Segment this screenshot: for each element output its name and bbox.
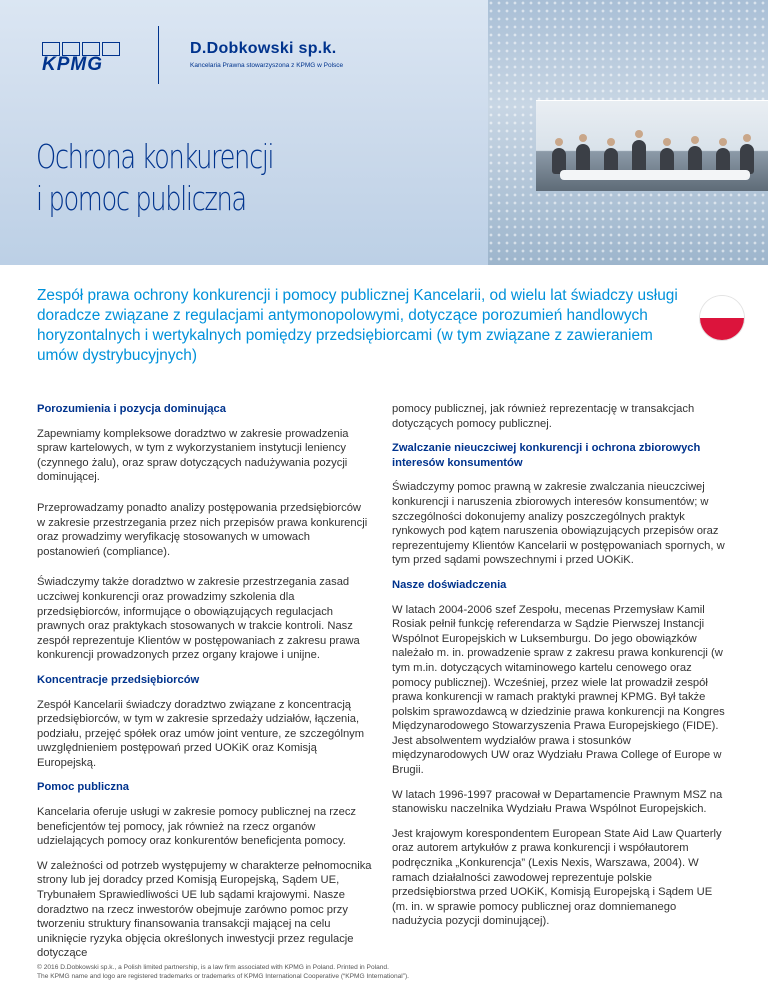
section-heading-state-aid: Pomoc publiczna [37, 781, 129, 794]
paragraph: W latach 2004-2006 szef Zespołu, mecenas Przemysław Kamil Rosiak pełnił funkcję referendarza w Sądzie Pierwszej Instancji Wspólnot Europejskich w Luksemburgu. Do jego obowiązków należało m. in. prowadzenie spraw z zakresu prawa konkurencji (w tym m.in. dotyczących witaminowego kartelu cenowego oraz pomocy publicznej). Wcześniej, przez wiele lat prowadził zespół prawa konkurencji w ramach praktyki prawnej KPMG. Był także polskim sprawozdawcą w dziedzinie prawa konkurencji na Kongres Międzynarodowego Stowarzyszenia Prawa Europejskiego (FIDE). Jest absolwentem wydziałów prawa i stosunków międzynarodowych UW oraz Wydziału Prawa College of Europe w Brugii. [392, 603, 725, 777]
page-title [36, 136, 273, 220]
footer-legal [37, 964, 409, 981]
page-title-line-1: Ochrona konkurencji [36, 137, 274, 176]
paragraph: Świadczymy pomoc prawną w zakresie zwalczania nieuczciwej konkurencji i naruszenia zbiorowych interesów konsumentów; w szczególności dokonujemy analizy poszczególnych praktyk rynkowych pod kątem naruszenia obowiązujących przepisów oraz reprezentujemy Klientów Kancelarii w postępowaniach spornych, w tym przed sądami powszechnymi i przed UOKiK. [392, 481, 725, 567]
footer-line-1: © 2016 D.Dobkowski sp.k., a Polish limited partnership, is a law firm associated with KPMG in Poland. Printed in Poland. [37, 964, 389, 971]
meeting-people-image [548, 130, 758, 174]
paragraph: Zapewniamy kompleksowe doradztwo w zakresie prowadzenia spraw kartelowych, w tym z wykorzystaniem instytucji leniency (czynnego żalu), oraz spraw dotyczących nadużywania pozycji dominującej. [37, 427, 349, 484]
paragraph: Przeprowadzamy ponadto analizy postępowania przedsiębiorców w zakresie przestrzegania przez nich przepisów prawa konkurencji oraz prowadzimy weryfikację stosowanych w umowach postanowień (compliance). [37, 501, 368, 558]
firm-subtitle: Kancelaria Prawna stowarzyszona z KPMG w Polsce [190, 62, 344, 69]
lead-paragraph: Zespół prawa ochrony konkurencji i pomocy publicznej Kancelarii, od wielu lat świadczy usługi doradcze związane z regulacjami antymonopolowymi, dotyczące porozumień handlowych horyzontalnych i wertykalnych pomiędzy przedsiębiorcami (w tym związane z zawieraniem umów dystrybucyjnych) [37, 287, 678, 364]
paragraph: W latach 1996-1997 pracował w Departamencie Prawnym MSZ na stanowisku naczelnika Wydziału Prawa Wspólnot Europejskich. [392, 788, 723, 816]
page-title-line-2: i pomoc publiczna [36, 179, 246, 218]
paragraph: Kancelaria oferuje usługi w zakresie pomocy publicznej na rzecz beneficjentów tej pomocy, jak również na rzecz organów udzielających pomocy oraz konkurentów beneficjenta pomocy. [37, 806, 357, 848]
section-heading-experience: Nasze doświadczenia [392, 578, 507, 591]
kpmg-logo-text: KPMG [42, 54, 103, 75]
section-heading-agreements: Porozumienia i pozycja dominująca [37, 403, 226, 415]
paragraph: Zespół Kancelarii świadczy doradztwo związane z koncentracją przedsiębiorców, w tym w zakresie sprzedaży udziałów, łączenia, podziału, przejęć spółek oraz umów joint venture, ze szczególnym uwzględnieniem postępowań przed UOKiK oraz Komisją Europejską. [37, 698, 365, 769]
right-column [392, 402, 727, 939]
footer-line-2: The KPMG name and logo are registered trademarks or trademarks of KPMG International Cooperative (“KPMG International”). [37, 972, 409, 980]
paragraph: Jest krajowym korespondentem European State Aid Law Quarterly oraz autorem artykułów z prawa konkurencji i współautorem podręcznika „Konkurencja” (Lexis Nexis, Warszawa, 2004). W ramach działalności zawodowej reprezentuje polskie przedsiębiorstwa przed UOKiK, Komisją Europejską i Sądem UE (m. in. w sprawie pomocy publicznej oraz domniemanego nadużycia pozycji dominującej). [392, 827, 722, 928]
poland-flag-icon [700, 296, 744, 340]
section-heading-unfair-competition: Zwalczanie nieuczciwej konkurencji i ochrona zbiorowych interesów konsumentów [392, 442, 701, 469]
conference-table-image [560, 170, 750, 180]
paragraph: pomocy publicznej, jak również reprezentację w transakcjach dotyczących pomocy publicznej. [392, 403, 695, 430]
left-column [37, 402, 372, 971]
logo-divider [158, 26, 159, 84]
kpmg-logo [42, 42, 124, 75]
section-heading-concentrations: Koncentracje przedsiębiorców [37, 673, 200, 686]
paragraph: W zależności od potrzeb występujemy w charakterze pełnomocnika strony lub jej doradcy przed Komisją Europejską, Sądem UE, Trybunałem Sprawiedliwości UE lub sądami krajowymi. Nasze doradztwo na rzecz inwestorów obejmuje zarówno pomoc przy tworzeniu struktury finansowania transakcji mającej na celu uniknięcie ryzyka objęcia określonych inwestycji przez regulacje dotyczące [37, 859, 372, 960]
firm-name: D.Dobkowski sp.k. [190, 40, 337, 57]
paragraph: Świadczymy także doradztwo w zakresie przestrzegania zasad uczciwej konkurencji oraz prowadzimy szkolenia dla przedsiębiorców, informujące o obowiązujących regulacjach prawnych oraz praktykach stosowanych w trakcie kontroli. Nasz zespół reprezentuje Klientów w postępowaniach z zakresu prawa konkurencji prowadzonych przez organy krajowe i unijne. [37, 576, 360, 662]
hero-banner [0, 0, 768, 265]
